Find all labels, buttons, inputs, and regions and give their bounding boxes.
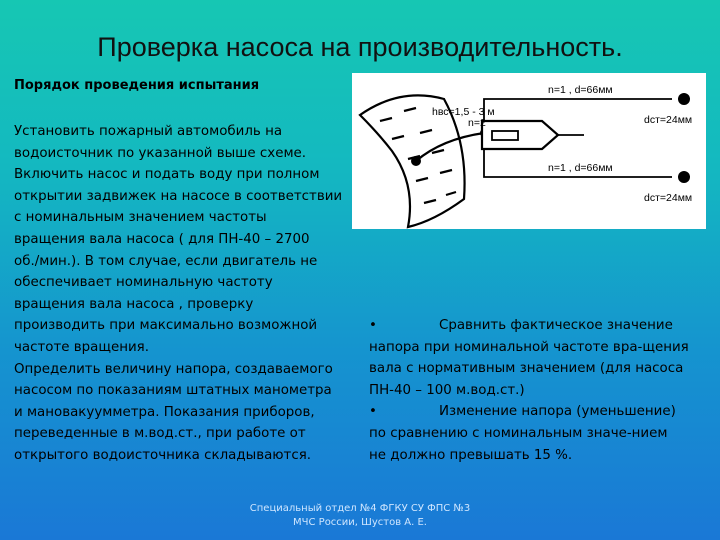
criteria-line: по сравнению с номинальным значе-нием	[369, 425, 668, 441]
procedure-line: частоте вращения.	[14, 339, 149, 355]
footer-credit	[0, 502, 720, 530]
label-top-line: n=1 , d=66мм	[548, 84, 613, 96]
label-bottom-dst: dст=24мм	[644, 192, 693, 204]
footer-line-2: МЧС России, Шустов А. Е.	[293, 517, 427, 528]
label-hvs: hвс=1,5 - 3 м	[432, 106, 495, 118]
criteria-line: Изменение напора (уменьшение)	[439, 404, 676, 420]
criteria-line: не должно превышать 15 %.	[369, 447, 573, 463]
criteria-line: вала с нормативным значением (для насоса	[369, 361, 684, 377]
criteria-line: Сравнить фактическое значение	[439, 318, 673, 333]
check-criteria	[369, 315, 715, 466]
nozzle-bottom	[678, 171, 690, 183]
procedure-line: Установить пожарный автомобиль на	[14, 124, 283, 139]
label-top-dst: dст=24мм	[644, 114, 693, 126]
criteria-line: напора при номинальной частоте вра-щения	[369, 339, 689, 355]
section-subtitle: Порядок проведения испытания	[14, 78, 260, 93]
procedure-line: и мановакуумметра. Показания приборов,	[14, 404, 315, 420]
procedure-line: об./мин.). В том случае, если двигатель не	[14, 253, 318, 269]
label-bottom-line: n=1 , d=66мм	[548, 162, 613, 174]
footer-line-1: Специальный отдел №4 ФГКУ СУ ФПС №3	[249, 503, 471, 514]
procedure-line: обеспечивает номинальную частоту	[14, 275, 273, 291]
procedure-line: насосом по показаниям штатных манометра	[14, 383, 332, 399]
criteria-line: ПН-40 – 100 м.вод.ст.)	[369, 382, 525, 398]
pump-nozzle	[492, 131, 518, 140]
procedure-line: Определить величину напора, создаваемого	[14, 361, 333, 377]
procedure-line: переведенные в м.вод.ст., при работе от	[14, 426, 306, 442]
procedure-line: вращения вала насоса ( для ПН-40 – 2700	[14, 231, 310, 247]
nozzle-top	[678, 93, 690, 105]
procedure-line: открытого водоисточника складываются.	[14, 447, 312, 463]
criteria-item-2	[369, 401, 715, 423]
bullet-2: •	[369, 404, 377, 420]
page-title: Проверка насоса на производительность.	[97, 32, 623, 62]
pump-scheme-svg	[352, 73, 706, 229]
procedure-text	[14, 121, 364, 467]
procedure-line: вращения вала насоса , проверку	[14, 296, 254, 312]
bullet-1: •	[369, 318, 377, 333]
label-n2: n=2	[468, 117, 486, 129]
procedure-line: водоисточник по указанной выше схеме.	[14, 145, 307, 161]
procedure-line: производить при максимально возможной	[14, 318, 318, 334]
procedure-line: Включить насос и подать воду при полном	[14, 167, 320, 183]
procedure-line: открытии задвижек на насосе в соответствии	[14, 188, 343, 204]
procedure-line: с номинальным значением частоты	[14, 210, 267, 226]
suction-strainer	[411, 156, 421, 166]
pump-scheme-diagram	[352, 73, 706, 229]
criteria-item-1	[369, 315, 715, 337]
